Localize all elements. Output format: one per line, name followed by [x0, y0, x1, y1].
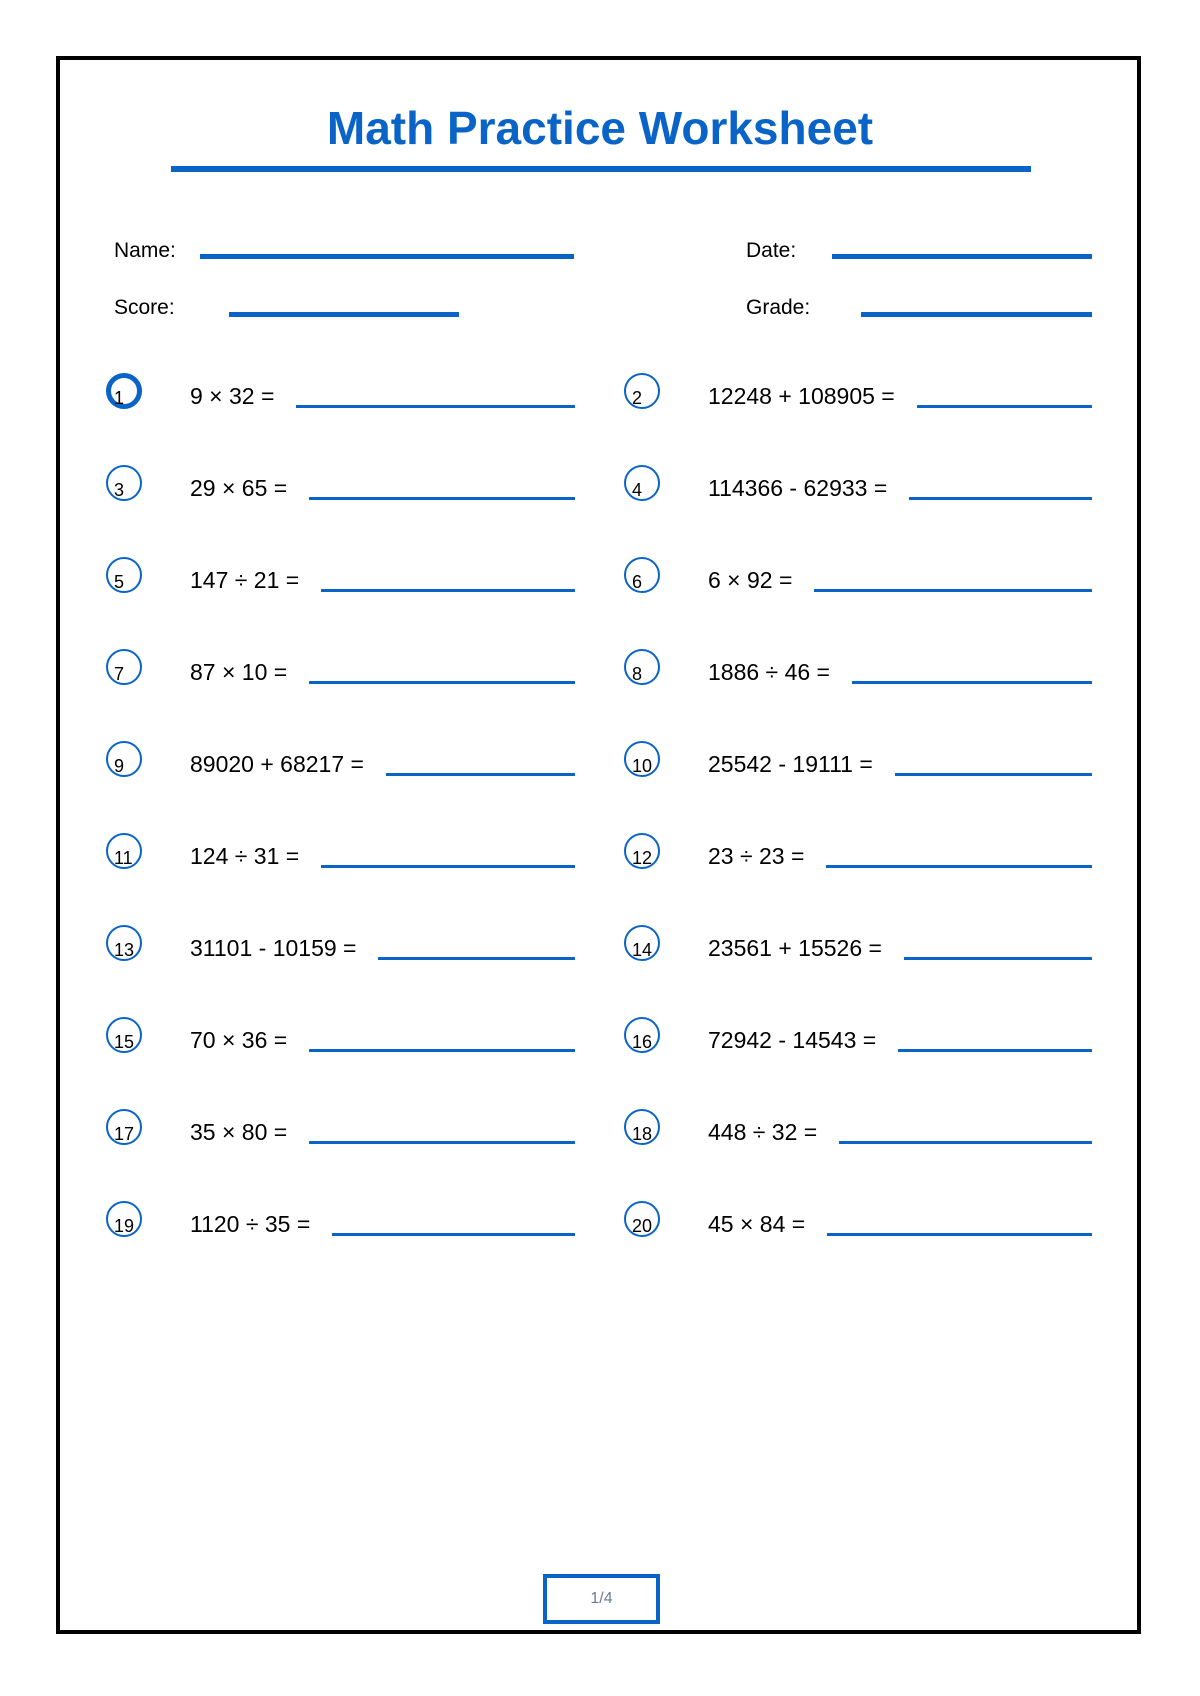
answer-line[interactable] — [309, 1141, 575, 1144]
problem-number: 18 — [632, 1124, 653, 1144]
problem-number-circle — [106, 1201, 142, 1237]
problem-number-circle — [624, 557, 660, 593]
problem-expression: 25542 - 19111 = — [708, 751, 873, 777]
answer-line[interactable] — [852, 681, 1092, 684]
problem-expression: 29 × 65 = — [190, 475, 288, 501]
problem-expression: 45 × 84 = — [708, 1211, 806, 1237]
score-input-line[interactable] — [229, 312, 459, 317]
problem-number-circle — [624, 925, 660, 961]
answer-line[interactable] — [309, 497, 575, 500]
answer-line[interactable] — [309, 1049, 575, 1052]
problem-number-circle — [106, 373, 142, 409]
problem-number-circle — [624, 373, 660, 409]
problem-number-circle — [106, 557, 142, 593]
problem-number: 13 — [114, 940, 135, 960]
problem-number: 8 — [632, 664, 643, 684]
problem-number: 15 — [114, 1032, 135, 1052]
answer-line[interactable] — [895, 773, 1092, 776]
answer-line[interactable] — [386, 773, 575, 776]
problem-number-circle — [106, 649, 142, 685]
problem-number: 1 — [114, 388, 125, 408]
answer-line[interactable] — [378, 957, 575, 960]
problem-expression: 23 ÷ 23 = — [708, 843, 805, 869]
problem-number: 9 — [114, 756, 125, 776]
grade-label: Grade: — [746, 296, 811, 319]
answer-line[interactable] — [321, 589, 575, 592]
problem-number-circle — [106, 1017, 142, 1053]
problem-expression: 9 × 32 = — [190, 383, 275, 409]
answer-line[interactable] — [827, 1233, 1092, 1236]
problem-expression: 6 × 92 = — [708, 567, 793, 593]
date-label: Date: — [746, 239, 797, 262]
worksheet-title: Math Practice Worksheet — [326, 102, 874, 154]
problem-expression: 89020 + 68217 = — [190, 751, 364, 777]
problem-expression: 147 ÷ 21 = — [190, 567, 300, 593]
score-label: Score: — [114, 296, 175, 319]
problem-number: 16 — [632, 1032, 653, 1052]
problem-expression: 1120 ÷ 35 = — [190, 1211, 311, 1237]
problem-expression: 114366 - 62933 = — [708, 475, 888, 501]
problem-expression: 31101 - 10159 = — [190, 935, 357, 961]
problem-number-circle — [624, 649, 660, 685]
answer-line[interactable] — [826, 865, 1092, 868]
problem-number: 6 — [632, 572, 643, 592]
problem-number: 10 — [632, 756, 653, 776]
problem-number-circle — [624, 833, 660, 869]
name-label: Name: — [114, 239, 176, 262]
name-input-line[interactable] — [200, 254, 574, 259]
problem-number: 3 — [114, 480, 125, 500]
problem-number-circle — [624, 741, 660, 777]
problem-number: 14 — [632, 940, 653, 960]
answer-line[interactable] — [814, 589, 1092, 592]
problem-number-circle — [624, 1109, 660, 1145]
problem-expression: 35 × 80 = — [190, 1119, 288, 1145]
problem-number: 5 — [114, 572, 125, 592]
problem-expression: 124 ÷ 31 = — [190, 843, 300, 869]
answer-line[interactable] — [909, 497, 1092, 500]
date-input-line[interactable] — [832, 254, 1092, 259]
answer-line[interactable] — [309, 681, 575, 684]
answer-line[interactable] — [898, 1049, 1092, 1052]
problem-number: 7 — [114, 664, 125, 684]
problem-expression: 87 × 10 = — [190, 659, 288, 685]
problem-number-circle — [624, 1201, 660, 1237]
answer-line[interactable] — [917, 405, 1092, 408]
answer-line[interactable] — [332, 1233, 575, 1236]
problem-number: 12 — [632, 848, 653, 868]
problem-expression: 1886 ÷ 46 = — [708, 659, 830, 685]
problem-number-circle — [106, 741, 142, 777]
problem-expression: 12248 + 108905 = — [708, 383, 895, 409]
problem-number: 20 — [632, 1216, 653, 1236]
problem-number-circle — [106, 465, 142, 501]
problem-number: 11 — [114, 848, 133, 868]
answer-line[interactable] — [296, 405, 575, 408]
answer-line[interactable] — [904, 957, 1092, 960]
problem-expression: 70 × 36 = — [190, 1027, 288, 1053]
problem-number: 2 — [632, 388, 643, 408]
problem-number: 17 — [114, 1124, 135, 1144]
problem-number-circle — [106, 925, 142, 961]
problem-expression: 448 ÷ 32 = — [708, 1119, 818, 1145]
answer-line[interactable] — [839, 1141, 1092, 1144]
grade-input-line[interactable] — [861, 312, 1092, 317]
title-underline — [171, 166, 1031, 172]
problem-number-circle — [624, 1017, 660, 1053]
problem-number: 4 — [632, 480, 643, 500]
answer-line[interactable] — [321, 865, 575, 868]
page-number: 1/4 — [543, 1574, 660, 1624]
problem-number-circle — [106, 1109, 142, 1145]
problem-expression: 72942 - 14543 = — [708, 1027, 877, 1053]
problem-expression: 23561 + 15526 = — [708, 935, 882, 961]
problem-number-circle — [106, 833, 142, 869]
problem-number: 19 — [114, 1216, 135, 1236]
problem-number-circle — [624, 465, 660, 501]
